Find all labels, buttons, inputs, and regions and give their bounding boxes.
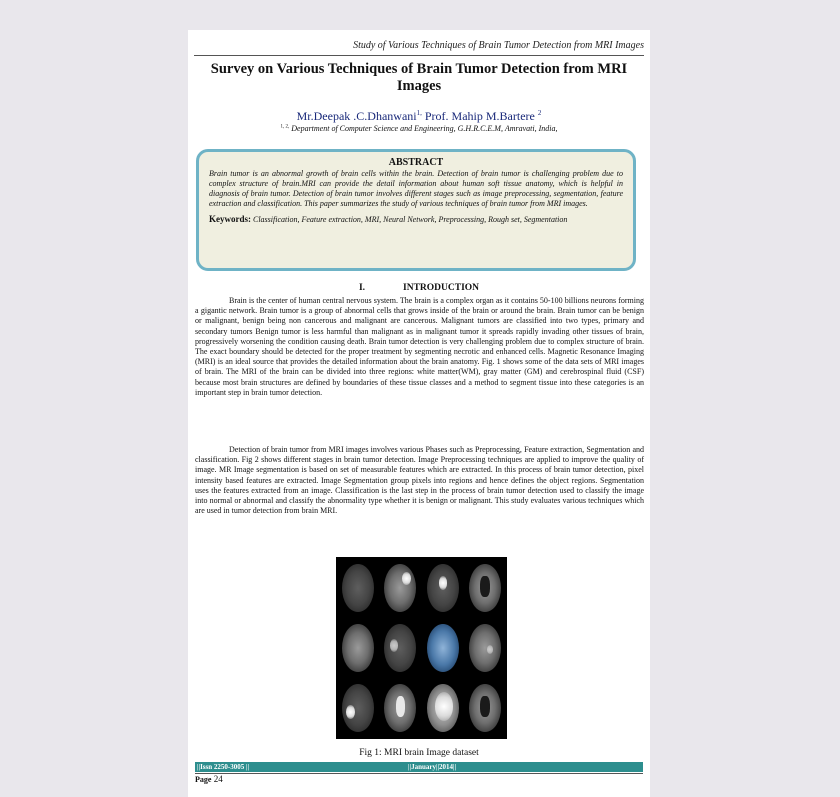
mri-scan-11 [423,679,463,737]
author-line [188,109,650,124]
mri-figure [336,557,507,739]
paper-title: Survey on Various Techniques of Brain Tumor Detection from MRI Images [210,61,628,94]
paragraph-1-text: Brain is the center of human central nervous system. The brain is a complex organ as it contains 50-100 billions neurons forming a gigantic network. Brain tumor is a group of abnormal cells that grows inside of the brain or around the brain. Brain tumor can be benign or malignant, benign being non cancerous and malignant are cancerous. Malignant tumors are classified into two types, primary and secondary tumors Benign tumor is less harmful than malignant as in malignant tumor it spreads rapidly invading other tissues of brain, progressively worsening the condition causing death. Brain tumor detection is very challenging problem due to complex structure of brain. The exact boundary should be detected for the proper treatment by segmenting necrotic and enhanced cells. Magnetic Resonance Imaging (MRI) is an ideal source that provides the detailed information about the brain anatomy. Fig. 1 shows some of the data sets of MRI images of brain. The MRI of the brain can be divided into three regions: white matter(WM), gray matter (GM) and cerebrospinal fluid (CSF) because most brain structures are defined by boundaries of these tissue classes and a method to segment tissue into these categories is an important step in brain tumor detection. [195,296,644,397]
author-2-sup: 2 [537,109,542,117]
mri-scan-4 [465,559,505,617]
mri-scan-10 [380,679,420,737]
page-number-value: 24 [213,774,223,784]
paper-page [188,30,650,797]
affiliation-text: Department of Computer Science and Engineering, G.H.R.C.E.M, Amravati, India, [291,124,558,133]
paragraph-2-text: Detection of brain tumor from MRI images involves various Phases such as Preprocessing, Feature extraction, Segmentation and classification. Fig 2 shows different stages in brain tumor detection. Image Preprocessing techniques are applied to improve the quality of image. MR Image segmentation is based on set of measurable features which are extracted. In this process of brain tumor detection, pixel intensity based features are extracted. Image Segmentation group pixels into regions and hence defines the object regions. Segmentation uses the features extracted from an image. Classification is the last step in the process of brain tumor detection used to classify the image into normal or abnormal and classify the abnormality type whether it is benign or malignant. This study evaluates various techniques which are used in tumor detection from brain MRI. [195,445,644,516]
affiliation-sup: 1, 2, [280,124,290,130]
section-heading [188,283,650,293]
abstract-box [196,149,636,271]
mri-scan-9 [338,679,378,737]
footer-date: ||January||2014|| [408,763,457,771]
header-rule [194,55,644,56]
footer-issn: ||Issn 2250-3005 || [197,763,250,771]
mri-scan-5 [338,619,378,677]
keywords [209,214,623,225]
paragraph-1 [195,296,644,398]
page-label: Page [195,775,212,784]
affiliation [188,124,650,133]
mri-scan-3 [423,559,463,617]
mri-scan-12 [465,679,505,737]
paragraph-2 [195,445,644,516]
mri-scan-7 [423,619,463,677]
footer-bar [195,762,643,772]
mri-scan-2 [380,559,420,617]
author-2: Prof. Mahip M.Bartere [424,109,535,123]
section-number: I. [358,283,366,293]
keywords-label: Keywords: [209,214,251,224]
figure-caption: Fig 1: MRI brain Image dataset [359,748,479,758]
section-title: INTRODUCTION [403,283,480,293]
mri-scan-8 [465,619,505,677]
mri-scan-6 [380,619,420,677]
author-1-sup: 1, [416,109,422,117]
author-1: Mr.Deepak .C.Dhanwani [296,109,417,123]
keywords-text: Classification, Feature extraction, MRI, Neural Network, Preprocessing, Rough set, Segmentation [253,215,568,224]
abstract-body: Brain tumor is an abnormal growth of brain cells within the brain. Detection of brain tumor is challenging problem due to complex structure of brain.MRI can provide the detail information about human soft tissue anatomy, which is helpful in diagnosis of brain tumor. Detection of brain tumor involves different stages such as image preprocessing, segmentation, feature extraction and classification. This paper summarizes the study of various techniques of brain tumor from MRI images. [209,169,623,208]
footer-rule [195,773,643,774]
mri-scan-1 [338,559,378,617]
running-head: Study of Various Techniques of Brain Tumor Detection from MRI Images [353,40,644,51]
page-number [195,774,223,784]
abstract-heading: ABSTRACT [388,157,444,168]
